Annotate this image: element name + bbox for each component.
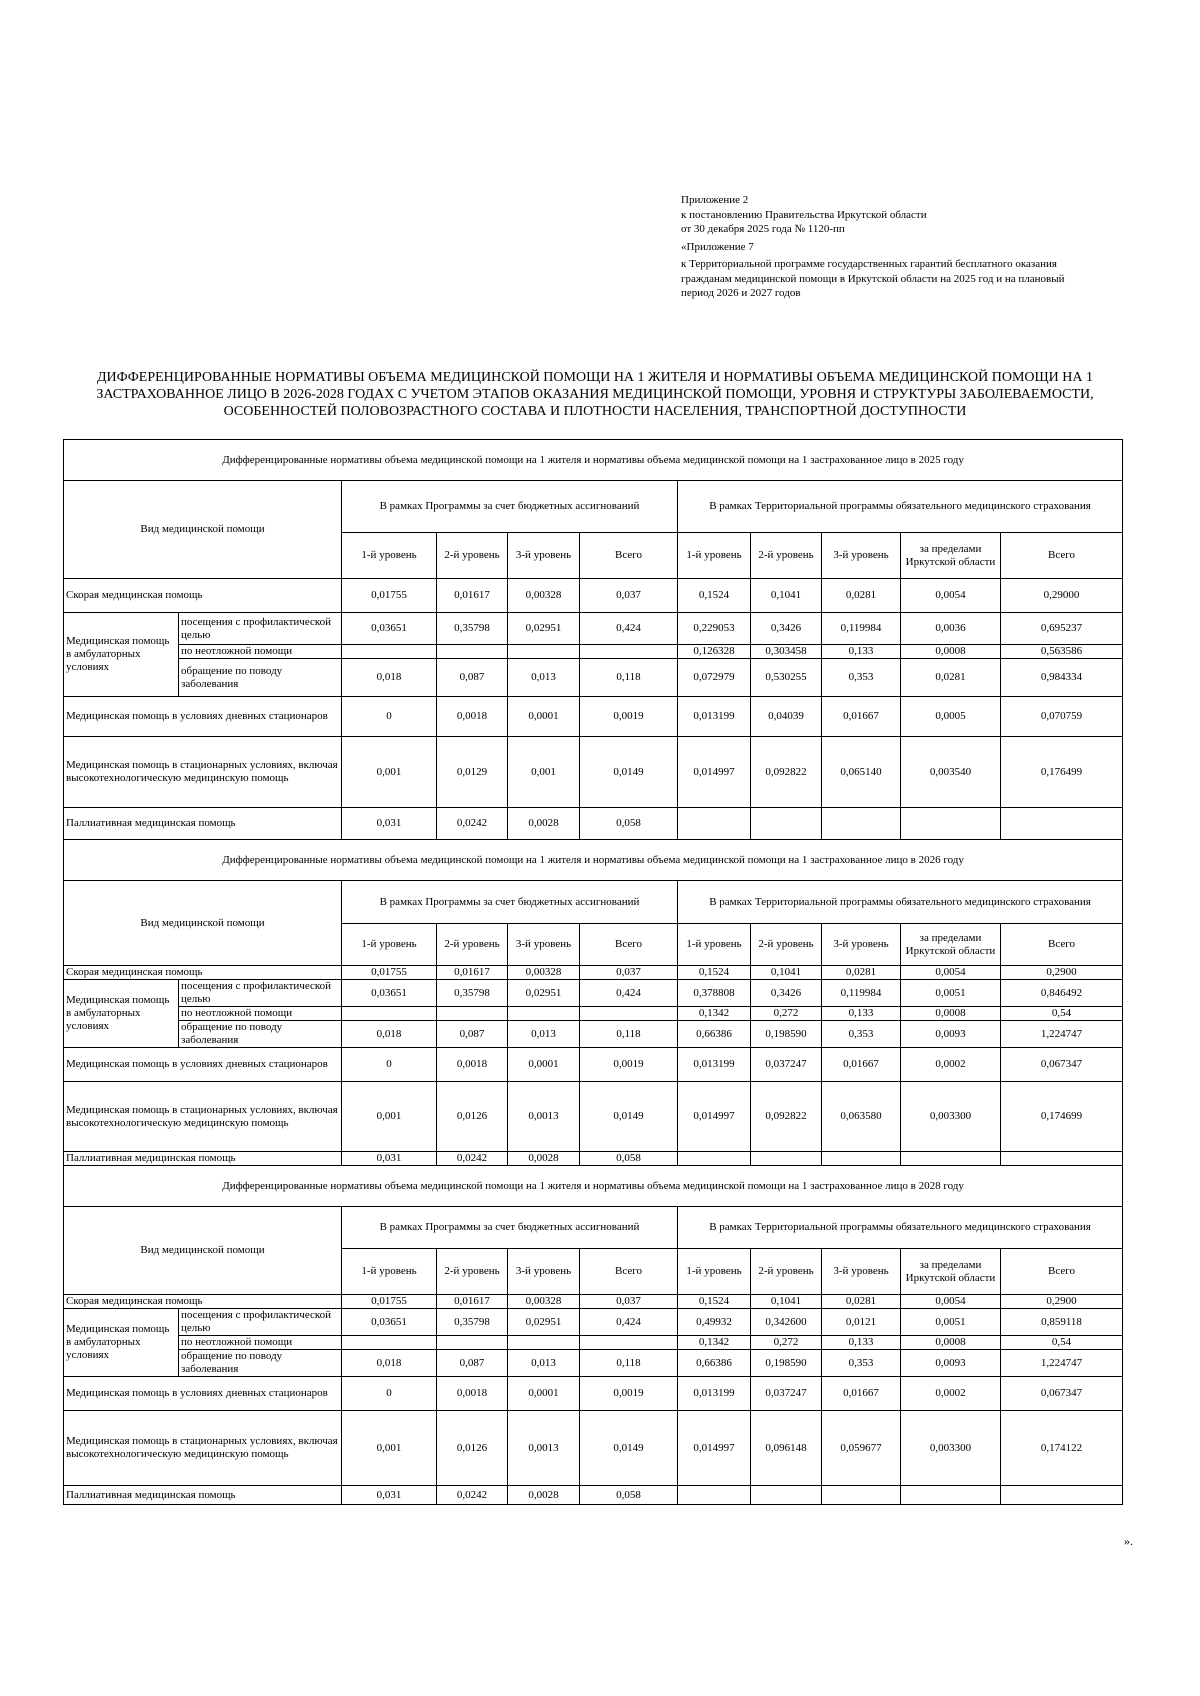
value-cell: 0,0051 (901, 1309, 1001, 1336)
row-label: Медицинская помощь в амбулаторных условиях (64, 1309, 179, 1377)
level-header: за пределами Иркутской области (901, 533, 1001, 579)
value-cell (901, 808, 1001, 840)
value-cell: 0,0281 (901, 659, 1001, 697)
value-cell: 0,424 (580, 613, 678, 645)
value-cell: 0,0019 (580, 1377, 678, 1411)
value-cell: 0,04039 (751, 697, 822, 737)
value-cell: 0,126328 (678, 645, 751, 659)
value-cell: 0,092822 (751, 737, 822, 808)
value-cell: 0,063580 (822, 1082, 901, 1152)
value-cell: 0,037247 (751, 1377, 822, 1411)
value-cell (1001, 1152, 1123, 1166)
sub-row-label: обращение по поводу заболевания (179, 1021, 342, 1048)
sub-row-label: посещения с профилактической целью (179, 980, 342, 1007)
value-cell: 0,176499 (1001, 737, 1123, 808)
value-cell: 0,01755 (342, 1295, 437, 1309)
value-cell: 0,00328 (508, 579, 580, 613)
value-cell: 0,695237 (1001, 613, 1123, 645)
value-cell: 0,133 (822, 1007, 901, 1021)
row-label: Медицинская помощь в условиях дневных стационаров (64, 1377, 342, 1411)
value-cell: 0,0281 (822, 1295, 901, 1309)
value-cell: 0,1342 (678, 1007, 751, 1021)
value-cell: 0,014997 (678, 1411, 751, 1486)
level-header: за пределами Иркутской области (901, 924, 1001, 966)
value-cell: 0,0019 (580, 1048, 678, 1082)
section-heading-row (64, 840, 1123, 881)
value-cell: 0,031 (342, 1486, 437, 1505)
value-cell (1001, 1486, 1123, 1505)
data-row (64, 980, 1123, 1007)
value-cell: 0,067347 (1001, 1377, 1123, 1411)
value-cell: 0,353 (822, 1021, 901, 1048)
value-cell: 0,118 (580, 1350, 678, 1377)
value-cell (437, 1007, 508, 1021)
value-cell: 0,1524 (678, 1295, 751, 1309)
value-cell: 0,03651 (342, 980, 437, 1007)
row-label: Медицинская помощь в амбулаторных условиях (64, 980, 179, 1048)
value-cell: 0,013 (508, 1350, 580, 1377)
value-cell: 0,0093 (901, 1350, 1001, 1377)
level-header: 1-й уровень (342, 924, 437, 966)
value-cell: 1,224747 (1001, 1021, 1123, 1048)
data-row (64, 966, 1123, 980)
value-cell (822, 1152, 901, 1166)
document-title (62, 369, 1128, 420)
value-cell: 0,01617 (437, 966, 508, 980)
value-cell (342, 1007, 437, 1021)
value-cell: 0,0093 (901, 1021, 1001, 1048)
value-cell: 0,013199 (678, 1048, 751, 1082)
value-cell: 0,118 (580, 659, 678, 697)
value-cell: 0,058 (580, 1486, 678, 1505)
value-cell: 0,058 (580, 808, 678, 840)
row-label: Скорая медицинская помощь (64, 1295, 342, 1309)
section-heading-row (64, 1166, 1123, 1207)
title-line: ОСОБЕННОСТЕЙ ПОЛОВОЗРАСТНОГО СОСТАВА И ПЛОТНОСТИ НАСЕЛЕНИЯ, ТРАНСПОРТНОЙ ДОСТУПНОСТИ (223, 404, 967, 419)
level-header: 3-й уровень (508, 533, 580, 579)
value-cell: 0,0002 (901, 1377, 1001, 1411)
value-cell: 0,119984 (822, 980, 901, 1007)
title-line: ЗАСТРАХОВАННОЕ ЛИЦО В 2026-2028 ГОДАХ С УЧЕТОМ ЭТАПОВ ОКАЗАНИЯ МЕДИЦИНСКОЙ ПОМОЩИ, УРОВНЯ И СТРУКТУРЫ ЗАБОЛЕВАЕМОСТИ, (96, 387, 1094, 402)
vid-header: Вид медицинской помощи (64, 481, 342, 579)
value-cell: 0,01755 (342, 966, 437, 980)
level-header: Всего (580, 924, 678, 966)
data-row (64, 808, 1123, 840)
value-cell: 0,0121 (822, 1309, 901, 1336)
section-heading: Дифференцированные нормативы объема медицинской помощи на 1 жителя и нормативы объема медицинской помощи на 1 застрахованное лицо в 2026 году (64, 840, 1123, 881)
value-cell: 0,0013 (508, 1082, 580, 1152)
level-header: за пределами Иркутской области (901, 1249, 1001, 1295)
value-cell (751, 1486, 822, 1505)
value-cell: 0,0001 (508, 697, 580, 737)
sub-row-label: по неотложной помощи (179, 1336, 342, 1350)
value-cell: 0,014997 (678, 737, 751, 808)
value-cell: 0,174122 (1001, 1411, 1123, 1486)
sub-row-label: обращение по поводу заболевания (179, 659, 342, 697)
level-header: 2-й уровень (437, 533, 508, 579)
sub-row-label: посещения с профилактической целью (179, 1309, 342, 1336)
value-cell: 0,353 (822, 659, 901, 697)
value-cell: 0,424 (580, 980, 678, 1007)
value-cell (580, 1007, 678, 1021)
value-cell: 0,984334 (1001, 659, 1123, 697)
value-cell: 0,0054 (901, 1295, 1001, 1309)
sub-row-label: посещения с профилактической целью (179, 613, 342, 645)
value-cell: 0,031 (342, 1152, 437, 1166)
value-cell: 0,0001 (508, 1048, 580, 1082)
value-cell: 0,065140 (822, 737, 901, 808)
value-cell: 0,378808 (678, 980, 751, 1007)
value-cell (822, 808, 901, 840)
section-heading: Дифференцированные нормативы объема медицинской помощи на 1 жителя и нормативы объема медицинской помощи на 1 застрахованное лицо в 2025 году (64, 440, 1123, 481)
vid-header: Вид медицинской помощи (64, 881, 342, 966)
value-cell: 0,01755 (342, 579, 437, 613)
value-cell: 0,66386 (678, 1021, 751, 1048)
value-cell: 0,54 (1001, 1007, 1123, 1021)
level-header: 2-й уровень (437, 1249, 508, 1295)
value-cell: 0,229053 (678, 613, 751, 645)
value-cell: 0,0019 (580, 697, 678, 737)
level-header: 3-й уровень (822, 1249, 901, 1295)
header-row (64, 481, 1123, 533)
level-header: 3-й уровень (822, 924, 901, 966)
budget-header: В рамках Программы за счет бюджетных ассигнований (342, 481, 678, 533)
value-cell: 0,01617 (437, 579, 508, 613)
value-cell: 0,087 (437, 659, 508, 697)
oms-header: В рамках Территориальной программы обязательного медицинского страхования (678, 481, 1123, 533)
value-cell: 0,49932 (678, 1309, 751, 1336)
value-cell: 0,013 (508, 1021, 580, 1048)
value-cell: 0,1524 (678, 966, 751, 980)
value-cell (508, 1007, 580, 1021)
value-cell: 0,563586 (1001, 645, 1123, 659)
value-cell: 0,070759 (1001, 697, 1123, 737)
value-cell: 0,01667 (822, 697, 901, 737)
value-cell: 0,037 (580, 579, 678, 613)
level-header: 3-й уровень (508, 924, 580, 966)
level-header: 1-й уровень (342, 1249, 437, 1295)
value-cell: 0,1041 (751, 1295, 822, 1309)
value-cell: 0,0149 (580, 1082, 678, 1152)
value-cell: 0,174699 (1001, 1082, 1123, 1152)
value-cell: 0,087 (437, 1021, 508, 1048)
data-row (64, 1377, 1123, 1411)
value-cell: 0,0005 (901, 697, 1001, 737)
value-cell: 0,0054 (901, 966, 1001, 980)
value-cell: 0,0149 (580, 737, 678, 808)
value-cell: 0,031 (342, 808, 437, 840)
value-cell: 0,0013 (508, 1411, 580, 1486)
level-header: 2-й уровень (751, 924, 822, 966)
row-label: Медицинская помощь в стационарных условиях, включая высокотехнологическую медицинскую помощь (64, 1411, 342, 1486)
level-header: 1-й уровень (678, 1249, 751, 1295)
value-cell: 0,35798 (437, 613, 508, 645)
data-row (64, 659, 1123, 697)
level-header: 3-й уровень (822, 533, 901, 579)
data-row (64, 645, 1123, 659)
data-row (64, 1350, 1123, 1377)
value-cell: 0,096148 (751, 1411, 822, 1486)
value-cell: 0,018 (342, 1350, 437, 1377)
value-cell: 0,014997 (678, 1082, 751, 1152)
value-cell (901, 1486, 1001, 1505)
value-cell: 0,35798 (437, 980, 508, 1007)
row-label: Паллиативная медицинская помощь (64, 808, 342, 840)
value-cell: 0,00328 (508, 1295, 580, 1309)
value-cell: 0,0126 (437, 1082, 508, 1152)
value-cell (508, 1336, 580, 1350)
data-row (64, 1411, 1123, 1486)
value-cell: 0,29000 (1001, 579, 1123, 613)
value-cell: 0,001 (342, 737, 437, 808)
value-cell: 0 (342, 1048, 437, 1082)
appendix-line: гражданам медицинской помощи в Иркутской области на 2025 год и на плановый (681, 272, 1065, 285)
value-cell: 0,859118 (1001, 1309, 1123, 1336)
data-row (64, 1309, 1123, 1336)
value-cell: 0,424 (580, 1309, 678, 1336)
value-cell (678, 1152, 751, 1166)
value-cell: 0,003300 (901, 1411, 1001, 1486)
value-cell: 0,087 (437, 1350, 508, 1377)
level-header: 1-й уровень (678, 533, 751, 579)
data-row (64, 1007, 1123, 1021)
value-cell: 0,0051 (901, 980, 1001, 1007)
appendix-line: к постановлению Правительства Иркутской области (681, 208, 927, 221)
level-header: 2-й уровень (751, 1249, 822, 1295)
value-cell: 0,067347 (1001, 1048, 1123, 1082)
value-cell (901, 1152, 1001, 1166)
data-row (64, 1336, 1123, 1350)
value-cell (580, 1336, 678, 1350)
value-cell: 0,846492 (1001, 980, 1123, 1007)
level-header: 2-й уровень (437, 924, 508, 966)
value-cell: 0,0002 (901, 1048, 1001, 1082)
value-cell (437, 1336, 508, 1350)
title-line: ДИФФЕРЕНЦИРОВАННЫЕ НОРМАТИВЫ ОБЪЕМА МЕДИЦИНСКОЙ ПОМОЩИ НА 1 ЖИТЕЛЯ И НОРМАТИВЫ ОБЪЕМА МЕДИЦИНСКОЙ ПОМОЩИ НА 1 (97, 370, 1093, 385)
value-cell: 0,1041 (751, 579, 822, 613)
value-cell: 0,198590 (751, 1021, 822, 1048)
row-label: Паллиативная медицинская помощь (64, 1486, 342, 1505)
value-cell: 0,272 (751, 1336, 822, 1350)
value-cell: 0,072979 (678, 659, 751, 697)
value-cell: 0,0008 (901, 1007, 1001, 1021)
budget-header: В рамках Программы за счет бюджетных ассигнований (342, 881, 678, 924)
value-cell: 0,003540 (901, 737, 1001, 808)
level-header: Всего (580, 1249, 678, 1295)
value-cell: 0,0018 (437, 697, 508, 737)
value-cell: 0,058 (580, 1152, 678, 1166)
value-cell: 0,0129 (437, 737, 508, 808)
data-row (64, 737, 1123, 808)
value-cell (508, 645, 580, 659)
value-cell: 0,0008 (901, 645, 1001, 659)
value-cell: 0,013 (508, 659, 580, 697)
value-cell: 0,0242 (437, 1486, 508, 1505)
value-cell: 0,353 (822, 1350, 901, 1377)
value-cell (751, 808, 822, 840)
value-cell: 0,02951 (508, 1309, 580, 1336)
level-header: Всего (580, 533, 678, 579)
level-header: 3-й уровень (508, 1249, 580, 1295)
header-row (64, 881, 1123, 924)
row-label: Медицинская помощь в амбулаторных условиях (64, 613, 179, 697)
value-cell (1001, 808, 1123, 840)
data-row (64, 1021, 1123, 1048)
data-row (64, 1082, 1123, 1152)
sub-row-label: по неотложной помощи (179, 1007, 342, 1021)
value-cell (342, 1336, 437, 1350)
value-cell: 0,303458 (751, 645, 822, 659)
value-cell: 0,0028 (508, 1486, 580, 1505)
level-header: Всего (1001, 1249, 1123, 1295)
value-cell: 0,0126 (437, 1411, 508, 1486)
level-header: 1-й уровень (678, 924, 751, 966)
value-cell (678, 1486, 751, 1505)
value-cell: 0,0149 (580, 1411, 678, 1486)
value-cell: 0,01667 (822, 1048, 901, 1082)
oms-header: В рамках Территориальной программы обязательного медицинского страхования (678, 1207, 1123, 1249)
level-header: Всего (1001, 533, 1123, 579)
data-row (64, 1295, 1123, 1309)
value-cell: 0,66386 (678, 1350, 751, 1377)
value-cell: 0,037 (580, 1295, 678, 1309)
appendix-block (681, 193, 1151, 301)
value-cell: 0,0054 (901, 579, 1001, 613)
appendix-line: к Территориальной программе государственных гарантий бесплатного оказания (681, 258, 1057, 270)
value-cell: 0,013199 (678, 1377, 751, 1411)
vid-header: Вид медицинской помощи (64, 1207, 342, 1295)
level-header: Всего (1001, 924, 1123, 966)
value-cell: 0,133 (822, 645, 901, 659)
value-cell: 0,03651 (342, 1309, 437, 1336)
budget-header: В рамках Программы за счет бюджетных ассигнований (342, 1207, 678, 1249)
appendix-line: от 30 декабря 2025 года № 1120-пп (681, 223, 845, 235)
sub-row-label: по неотложной помощи (179, 645, 342, 659)
value-cell: 0,119984 (822, 613, 901, 645)
value-cell (437, 645, 508, 659)
value-cell: 0,342600 (751, 1309, 822, 1336)
value-cell: 0,001 (342, 1082, 437, 1152)
section-heading-row (64, 440, 1123, 481)
value-cell: 0,001 (342, 1411, 437, 1486)
value-cell: 1,224747 (1001, 1350, 1123, 1377)
data-row (64, 1152, 1123, 1166)
value-cell (678, 808, 751, 840)
level-header: 1-й уровень (342, 533, 437, 579)
value-cell: 0,018 (342, 659, 437, 697)
value-cell: 0,01667 (822, 1377, 901, 1411)
value-cell: 0,018 (342, 1021, 437, 1048)
header-row (64, 1207, 1123, 1249)
value-cell: 0,0001 (508, 1377, 580, 1411)
value-cell: 0,013199 (678, 697, 751, 737)
data-row (64, 1048, 1123, 1082)
value-cell: 0,3426 (751, 613, 822, 645)
value-cell: 0,001 (508, 737, 580, 808)
value-cell: 0,2900 (1001, 966, 1123, 980)
level-header: 2-й уровень (751, 533, 822, 579)
data-row (64, 697, 1123, 737)
value-cell: 0,198590 (751, 1350, 822, 1377)
value-cell: 0,02951 (508, 980, 580, 1007)
value-cell: 0,0028 (508, 808, 580, 840)
section-heading: Дифференцированные нормативы объема медицинской помощи на 1 жителя и нормативы объема медицинской помощи на 1 застрахованное лицо в 2028 году (64, 1166, 1123, 1207)
closing-quote: ». (1124, 1534, 1133, 1548)
value-cell: 0,3426 (751, 980, 822, 1007)
value-cell: 0,00328 (508, 966, 580, 980)
value-cell (342, 645, 437, 659)
value-cell: 0,2900 (1001, 1295, 1123, 1309)
value-cell: 0,092822 (751, 1082, 822, 1152)
value-cell: 0,02951 (508, 613, 580, 645)
row-label: Медицинская помощь в стационарных условиях, включая высокотехнологическую медицинскую помощь (64, 1082, 342, 1152)
value-cell: 0,037247 (751, 1048, 822, 1082)
value-cell: 0,54 (1001, 1336, 1123, 1350)
value-cell: 0,0028 (508, 1152, 580, 1166)
value-cell: 0,35798 (437, 1309, 508, 1336)
norms-table (63, 439, 1123, 1505)
data-row (64, 579, 1123, 613)
data-row (64, 1486, 1123, 1505)
value-cell: 0,0036 (901, 613, 1001, 645)
value-cell: 0,03651 (342, 613, 437, 645)
value-cell: 0,0242 (437, 1152, 508, 1166)
value-cell (822, 1486, 901, 1505)
value-cell (751, 1152, 822, 1166)
data-row (64, 613, 1123, 645)
row-label: Медицинская помощь в условиях дневных стационаров (64, 1048, 342, 1082)
value-cell: 0,0018 (437, 1377, 508, 1411)
value-cell: 0,1041 (751, 966, 822, 980)
value-cell: 0,01617 (437, 1295, 508, 1309)
row-label: Паллиативная медицинская помощь (64, 1152, 342, 1166)
value-cell: 0,0018 (437, 1048, 508, 1082)
value-cell: 0,037 (580, 966, 678, 980)
value-cell: 0,003300 (901, 1082, 1001, 1152)
appendix-line: «Приложение 7 (681, 240, 754, 253)
value-cell (580, 645, 678, 659)
value-cell: 0,0242 (437, 808, 508, 840)
value-cell: 0,133 (822, 1336, 901, 1350)
row-label: Скорая медицинская помощь (64, 579, 342, 613)
value-cell: 0,1524 (678, 579, 751, 613)
value-cell: 0,0281 (822, 579, 901, 613)
row-label: Медицинская помощь в условиях дневных стационаров (64, 697, 342, 737)
value-cell: 0 (342, 697, 437, 737)
appendix-line: Приложение 2 (681, 194, 749, 206)
appendix-line: период 2026 и 2027 годов (681, 287, 801, 299)
value-cell: 0,118 (580, 1021, 678, 1048)
oms-header: В рамках Территориальной программы обязательного медицинского страхования (678, 881, 1123, 924)
value-cell: 0,0008 (901, 1336, 1001, 1350)
value-cell: 0,059677 (822, 1411, 901, 1486)
sub-row-label: обращение по поводу заболевания (179, 1350, 342, 1377)
row-label: Скорая медицинская помощь (64, 966, 342, 980)
value-cell: 0 (342, 1377, 437, 1411)
value-cell: 0,272 (751, 1007, 822, 1021)
value-cell: 0,1342 (678, 1336, 751, 1350)
row-label: Медицинская помощь в стационарных условиях, включая высокотехнологическую медицинскую помощь (64, 737, 342, 808)
value-cell: 0,0281 (822, 966, 901, 980)
value-cell: 0,530255 (751, 659, 822, 697)
